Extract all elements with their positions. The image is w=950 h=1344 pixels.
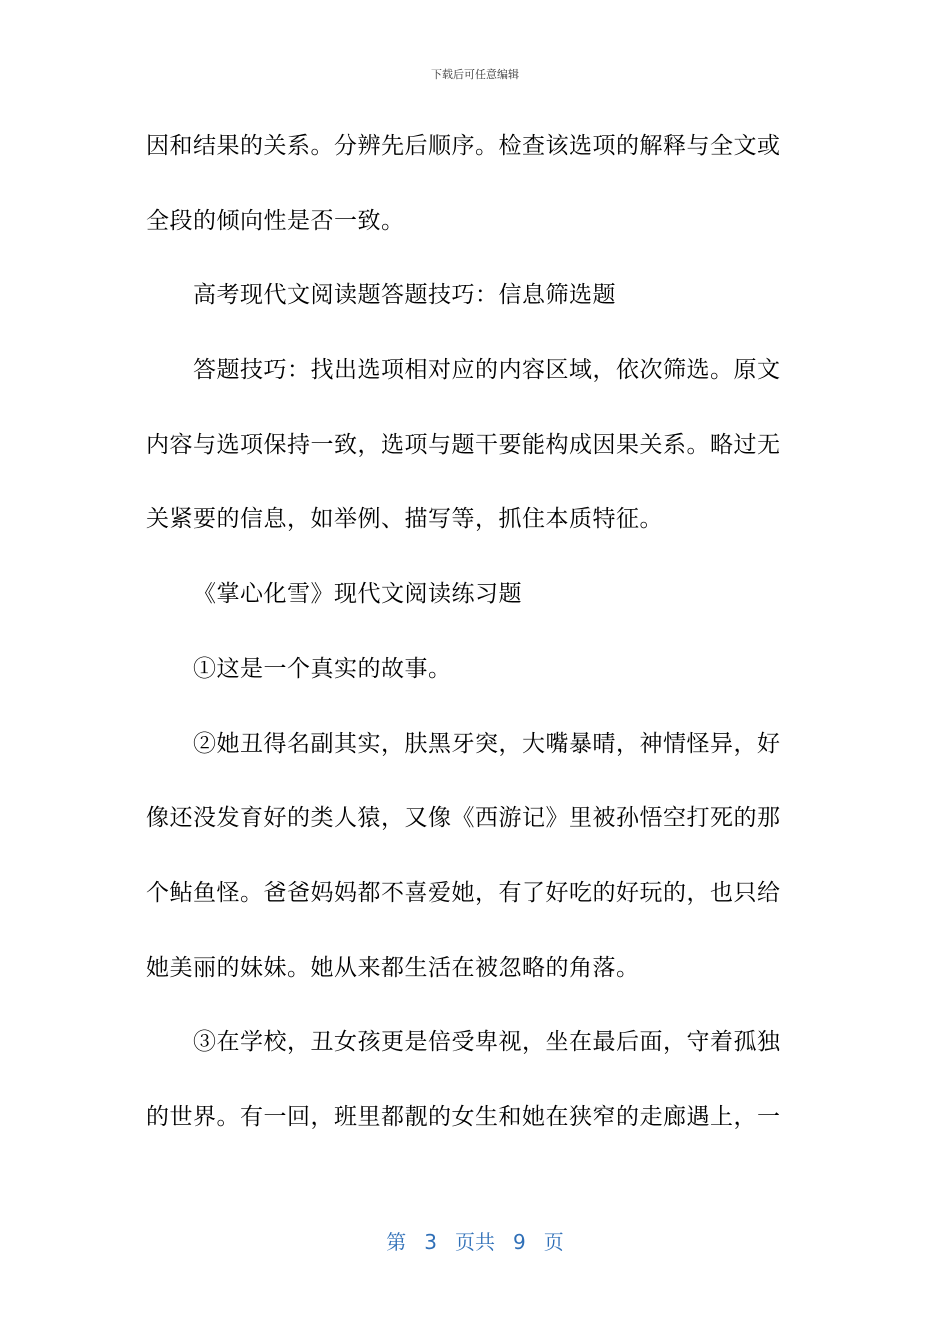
paragraph-line: 关紧要的信息，如举例、描写等，抓住本质特征。 <box>146 506 663 533</box>
footer-prefix: 第 <box>386 1230 407 1254</box>
paragraph-line: 全段的倾向性是否一致。 <box>146 207 405 234</box>
paragraph-line: ①这是一个真实的故事。 <box>193 655 452 682</box>
paragraph-line: 的世界。有一回，班里都靓的女生和她在狭窄的走廊遇上，一 <box>146 1103 781 1130</box>
paragraph-line: 她美丽的妹妹。她从来都生活在被忽略的角落。 <box>146 954 640 981</box>
section-heading: 高考现代文阅读题答题技巧：信息筛选题 <box>193 282 616 309</box>
page-number-footer <box>0 1226 950 1255</box>
paragraph-line: 因和结果的关系。分辨先后顺序。检查该选项的解释与全文或 <box>146 133 781 159</box>
page-header-note: 下载后可任意编辑 <box>431 68 519 81</box>
paragraph-line: ②她丑得名副其实，肤黑牙突，大嘴暴晴，神情怪异，好 <box>193 730 781 757</box>
footer-current-page: 3 <box>424 1230 437 1254</box>
footer-total-pages: 9 <box>513 1230 526 1254</box>
footer-suffix: 页 <box>543 1230 564 1254</box>
footer-middle: 页共 <box>455 1230 495 1254</box>
paragraph-line: 像还没发育好的类人猿，又像《西游记》里被孙悟空打死的那 <box>146 805 781 832</box>
paragraph-line: 个鲇鱼怪。爸爸妈妈都不喜爱她，有了好吃的好玩的，也只给 <box>146 879 781 906</box>
document-body <box>146 122 794 1168</box>
paragraph-line: 答题技巧：找出选项相对应的内容区域，依次筛选。原文 <box>193 357 781 384</box>
paragraph-line: 内容与选项保持一致，选项与题干要能构成因果关系。略过无 <box>146 431 781 458</box>
paragraph-line: ③在学校，丑女孩更是倍受卑视，坐在最后面，守着孤独 <box>193 1029 781 1056</box>
section-heading: 《掌心化雪》现代文阅读练习题 <box>193 581 522 608</box>
